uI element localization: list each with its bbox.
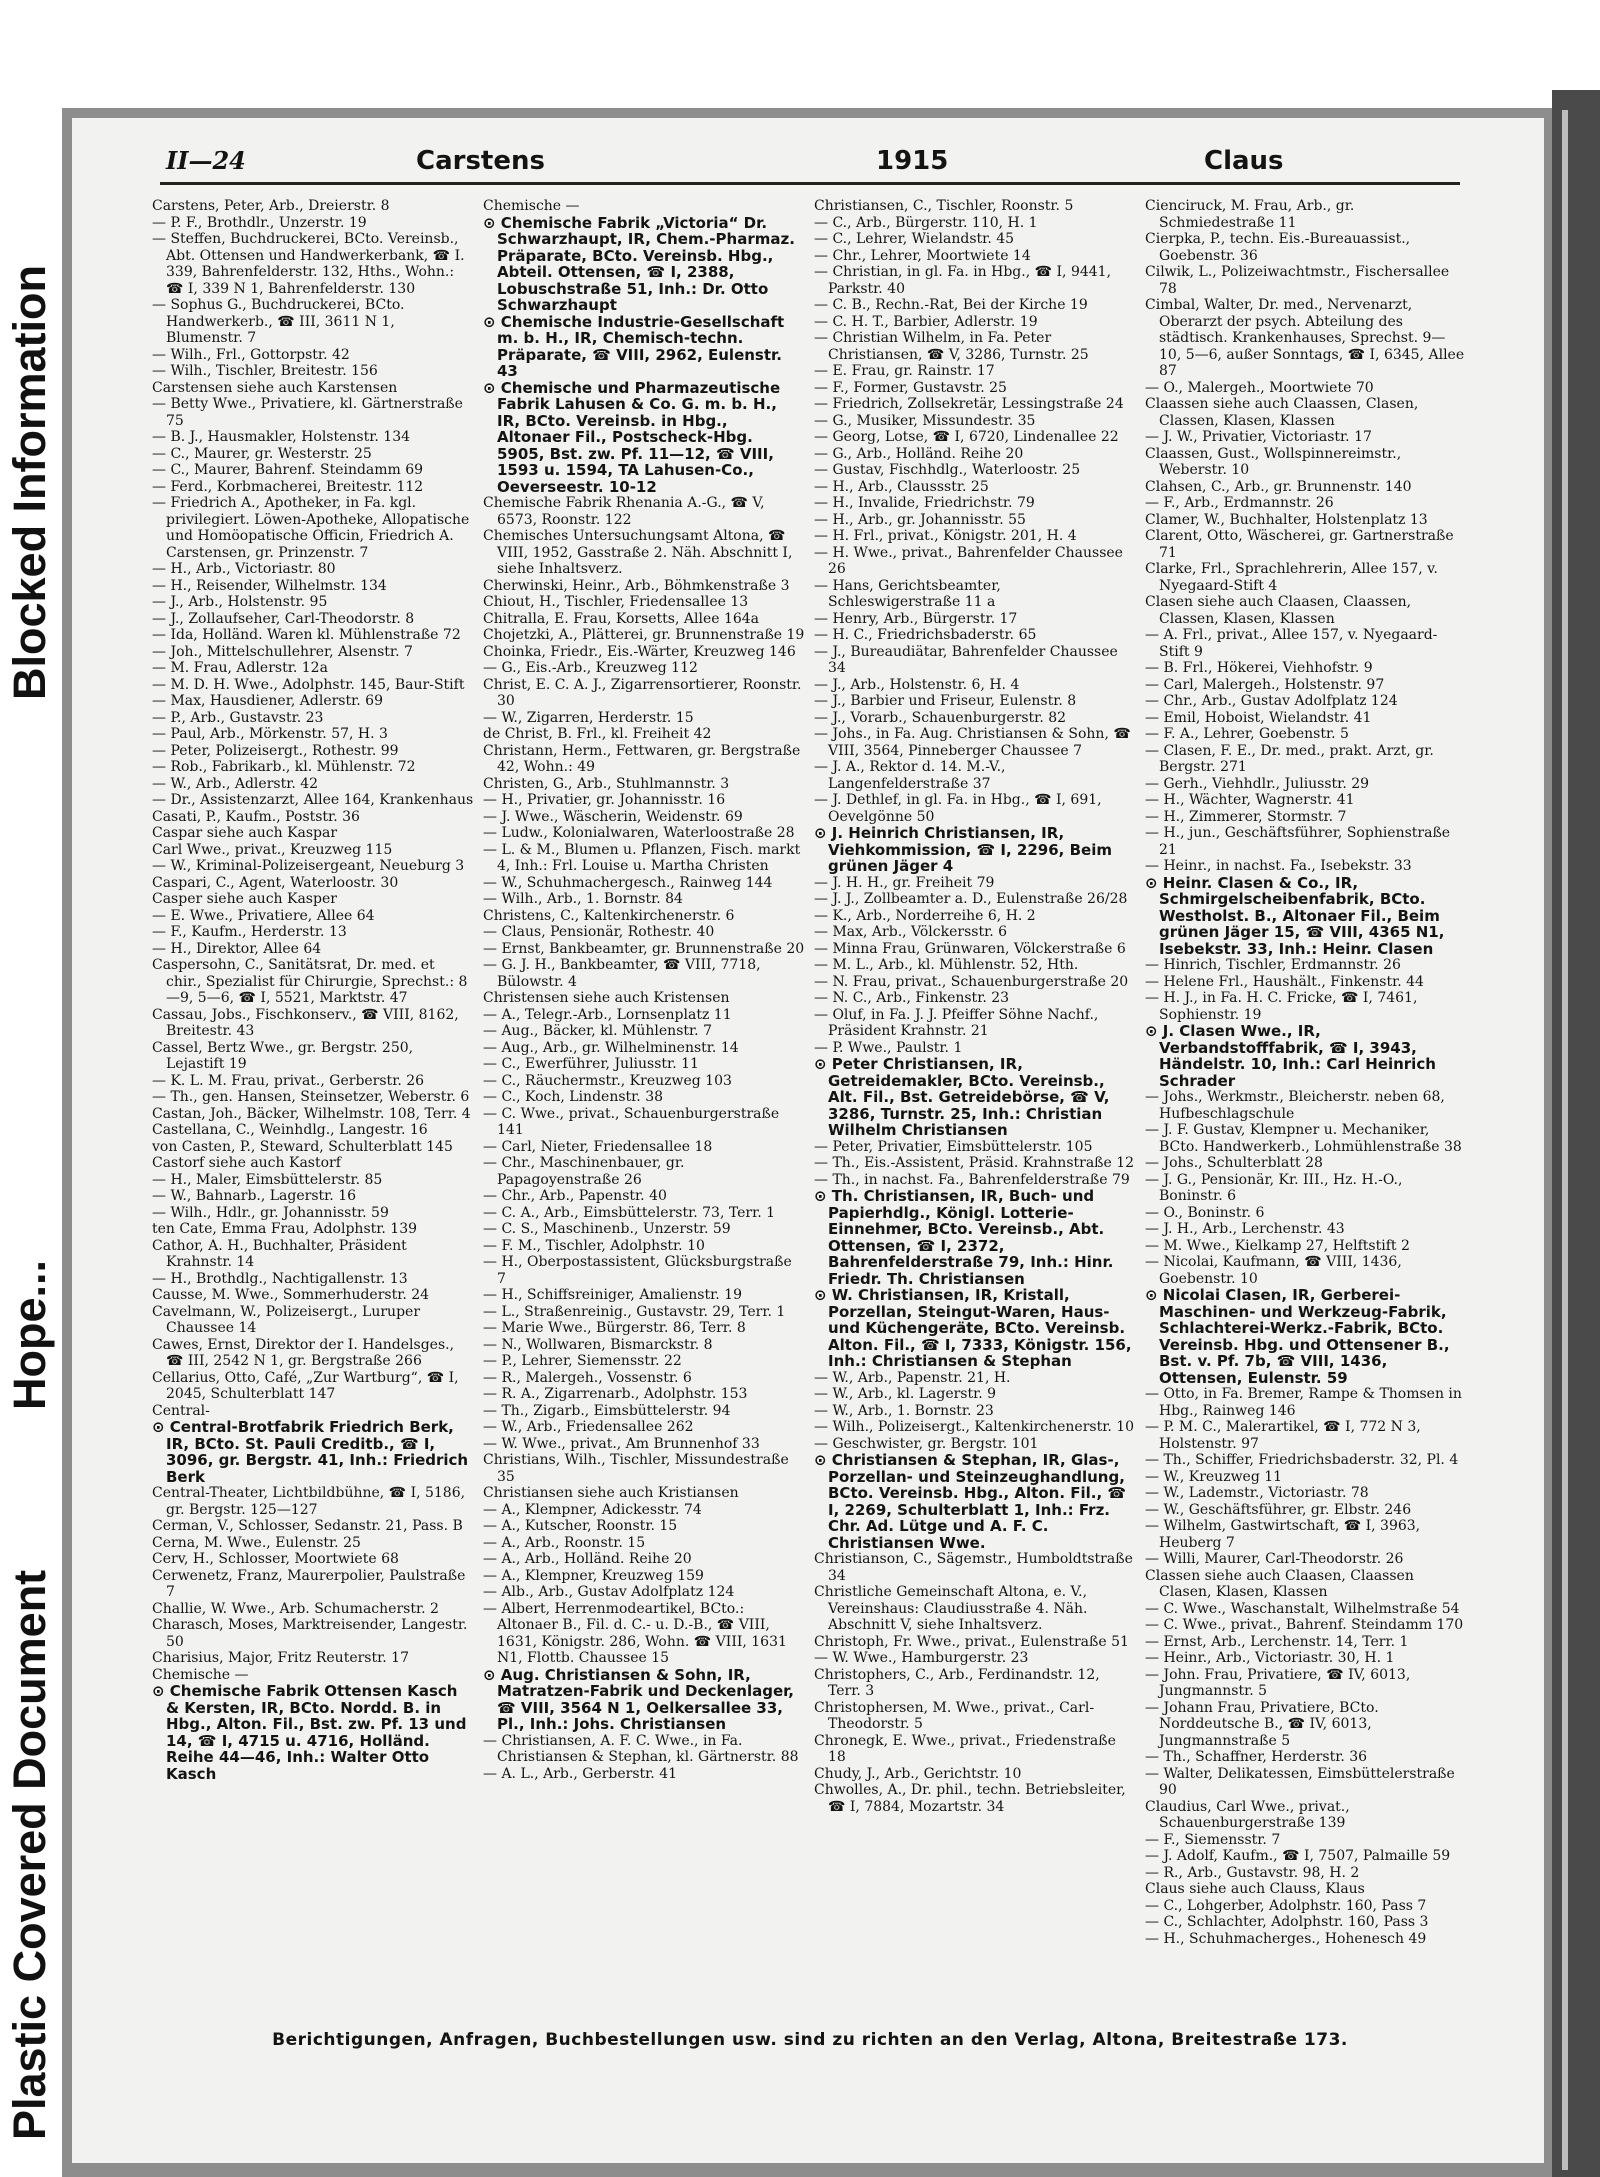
- side-label-hope: Hope...: [4, 1259, 55, 1410]
- directory-entry: — Sophus G., Buchdruckerei, BCto. Handwerkerb., ☎ III, 3611 N 1, Blumenstr. 7: [152, 297, 405, 346]
- directory-entry: — H. Wwe., privat., Bahrenfelder Chaussee 26: [814, 544, 1123, 577]
- directory-entry: Clarent, Otto, Wäscherei, gr. Gartnerstraße 71: [1145, 528, 1454, 561]
- directory-entry: Claassen siehe auch Claassen, Clasen, Classen, Klasen, Klassen: [1145, 396, 1419, 429]
- page-number: II—24: [166, 146, 246, 175]
- directory-entry: — Peter, Polizeisergt., Rothestr. 99: [152, 742, 399, 759]
- directory-entry: — Helene Frl., Haushält., Finkenstr. 44: [1145, 973, 1424, 990]
- directory-entry: — Joh., Mittelschullehrer, Alsenstr. 7: [152, 643, 413, 660]
- directory-entry: Chitralla, E. Frau, Korsetts, Allee 164a: [483, 610, 760, 627]
- directory-entry: — G., Musiker, Missundestr. 35: [814, 412, 1036, 429]
- directory-entry: — W., Geschäftsführer, gr. Elbstr. 246: [1145, 1501, 1412, 1518]
- directory-entry: — H., Brothdlg., Nachtigallenstr. 13: [152, 1270, 408, 1287]
- directory-entry: Caspari, C., Agent, Waterloostr. 30: [152, 874, 399, 891]
- directory-entry: — K. L. M. Frau, privat., Gerberstr. 26: [152, 1072, 425, 1089]
- directory-entry: — Paul, Arb., Mörkenstr. 57, H. 3: [152, 726, 388, 742]
- directory-entry: Central-: [152, 1402, 210, 1419]
- directory-entry: — C., Maurer, gr. Westerstr. 25: [152, 445, 372, 462]
- directory-entry: — W., Arb., Adlerstr. 42: [152, 775, 319, 792]
- directory-entry: Chemische —: [483, 198, 580, 214]
- directory-column-1: [152, 198, 474, 2018]
- directory-entry: — J., Arb., Holstenstr. 95: [152, 594, 328, 610]
- directory-entry: Clarke, Frl., Sprachlehrerin, Allee 157, v. Nyegaard-Stift 4: [1145, 561, 1438, 594]
- directory-entry: — C., Räuchermstr., Kreuzweg 103: [483, 1072, 732, 1089]
- directory-entry: — Otto, in Fa. Bremer, Rampe & Thomsen in Hbg., Rainweg 146: [1145, 1386, 1462, 1419]
- directory-entry: — H., Schiffsreiniger, Amalienstr. 19: [483, 1287, 742, 1303]
- directory-entry: Cerman, V., Schlosser, Sedanstr. 21, Pass. B: [152, 1518, 463, 1534]
- directory-entry: — C., Maurer, Bahrenf. Steindamm 69: [152, 462, 424, 478]
- directory-entry: Chemische —: [152, 1666, 249, 1683]
- directory-entry: Christianson, C., Sägemstr., Humboldtstraße 34: [814, 1551, 1133, 1584]
- directory-entry: — Willi, Maurer, Carl-Theodorstr. 26: [1145, 1551, 1404, 1567]
- directory-entry: — C., Lohgerber, Adolphstr. 160, Pass 7: [1145, 1897, 1427, 1914]
- directory-entry: — R., Malergeh., Vossenstr. 6: [483, 1369, 692, 1386]
- directory-entry: — C., Lehrer, Wielandstr. 45: [814, 231, 1015, 247]
- directory-entry: — W., Arb., 1. Bornstr. 23: [814, 1402, 994, 1419]
- directory-entry: — Th., Zigarb., Eimsbüttelerstr. 94: [483, 1402, 731, 1419]
- directory-entry: — P. M. C., Malerartikel, ☎ I, 772 N 3, Holstenstr. 97: [1145, 1419, 1421, 1452]
- directory-entry: Claassen, Gust., Wollspinnereimstr., Weberstr. 10: [1145, 445, 1402, 478]
- directory-entry: Cimbal, Walter, Dr. med., Nervenarzt, Oberarzt der psych. Abteilung des städtisch. Krankenhauses, Sprechst. 9—10, 5—6, außer Sonntags, ☎ I, 6345, Allee 87: [1145, 297, 1465, 379]
- directory-entry: — A., Klempner, Adickesstr. 74: [483, 1501, 702, 1518]
- scan-side-label-strip: [0, 0, 60, 2177]
- directory-entry: Classen siehe auch Claasen, Claassen Clasen, Klasen, Klassen: [1145, 1567, 1414, 1600]
- directory-entry: Christann, Herm., Fettwaren, gr. Bergstraße 42, Wohn.: 49: [483, 742, 801, 775]
- directory-entry: — H., Invalide, Friedrichstr. 79: [814, 495, 1035, 511]
- directory-entry: Christiansen siehe auch Kristiansen: [483, 1485, 739, 1501]
- directory-entry: — Oluf, in Fa. J. J. Pfeiffer Söhne Nachf., Präsident Krahnstr. 21: [814, 1006, 1099, 1039]
- directory-entry: — Aug., Bäcker, kl. Mühlenstr. 7: [483, 1023, 712, 1039]
- directory-entry: — C. Wwe., privat., Bahrenf. Steindamm 170: [1145, 1617, 1464, 1633]
- directory-entry: Chojetzki, A., Plätterei, gr. Brunnenstraße 19: [483, 627, 805, 643]
- page-footer: Berichtigungen, Anfragen, Buchbestellungen usw. sind zu richten an den Verlag, Altona, Breitestraße 173.: [272, 2030, 1348, 2050]
- directory-entry: Cherwinski, Heinr., Arb., Böhmkenstraße 3: [483, 577, 790, 594]
- directory-entry: — J. F. Gustav, Klempner u. Mechaniker, BCto. Handwerkerb., Lohmühlenstraße 38: [1145, 1122, 1462, 1155]
- directory-entry: — W., Arb., Papenstr. 21, H.: [814, 1369, 1011, 1386]
- directory-entry: — A., Kutscher, Roonstr. 15: [483, 1518, 678, 1534]
- directory-column-2: [483, 198, 805, 2018]
- directory-entry: — Nicolai, Kaufmann, ☎ VIII, 1436, Goebenstr. 10: [1145, 1254, 1402, 1287]
- directory-entry: Cellarius, Otto, Café, „Zur Wartburg“, ☎ I, 2045, Schulterblatt 147: [152, 1369, 459, 1402]
- directory-entry: — P., Lehrer, Siemensstr. 22: [483, 1353, 682, 1369]
- directory-entry: — Th., in nachst. Fa., Bahrenfelderstraße 79: [814, 1171, 1130, 1188]
- directory-entry: Cierpka, P., techn. Eis.-Bureauassist., Goebenstr. 36: [1145, 231, 1411, 264]
- directory-entry: — Christian Wilhelm, in Fa. Peter Christiansen, ☎ V, 3286, Turnstr. 25: [814, 330, 1089, 363]
- directory-entry: Chemische Fabrik Rhenania A.-G., ☎ V, 6573, Roonstr. 122: [483, 495, 765, 528]
- directory-entry: — W., Schuhmachergesch., Rainweg 144: [483, 874, 773, 891]
- directory-entry: Charisius, Major, Fritz Reuterstr. 17: [152, 1650, 409, 1666]
- directory-entry: — J. Dethlef, in gl. Fa. in Hbg., ☎ I, 691, Oevelgönne 50: [814, 792, 1102, 825]
- directory-entry: Clamer, W., Buchhalter, Holstenplatz 13: [1145, 511, 1428, 528]
- directory-entry: — Christian, in gl. Fa. in Hbg., ☎ I, 9441, Parkstr. 40: [814, 264, 1112, 297]
- directory-entry: — Ernst, Arb., Lerchenstr. 14, Terr. 1: [1145, 1633, 1409, 1650]
- directory-entry: — J. A., Rektor d. 14. M.-V., Langenfelderstraße 37: [814, 759, 1006, 792]
- directory-entry: Cavelmann, W., Polizeisergt., Luruper Chaussee 14: [152, 1303, 421, 1336]
- directory-entry: Chwolles, A., Dr. phil., techn. Betriebsleiter, ☎ I, 7884, Mozartstr. 34: [814, 1782, 1126, 1815]
- directory-entry: Castellana, C., Weinhdlg., Langestr. 16: [152, 1122, 428, 1138]
- directory-entry: — Friedrich A., Apotheker, in Fa. kgl. privilegiert. Löwen-Apotheke, Allopatische und Homöopatische Officin, Friedrich A. Carstensen, gr. Prinzenstr. 7: [152, 495, 470, 561]
- directory-entry: — H. J., in Fa. H. C. Fricke, ☎ I, 7461, Sophienstr. 19: [1145, 990, 1418, 1023]
- directory-entry: — W., Arb., Friedensallee 262: [483, 1419, 694, 1435]
- directory-entry: — Ludw., Kolonialwaren, Waterloostraße 28: [483, 825, 795, 841]
- directory-entry: — A., Arb., Holländ. Reihe 20: [483, 1551, 692, 1567]
- directory-entry: — G. J. H., Bankbeamter, ☎ VIII, 7718, Bülowstr. 4: [483, 957, 761, 990]
- directory-entry: ⊙ Th. Christiansen, IR, Buch- und Papierhdlg., Königl. Lotterie-Einnehmer, BCto. Vereinsb., Abt. Ottensen, ☎ I, 2372, Bahrenfelderstraße 79, Inh.: Hinr. Friedr. Th. Christiansen: [814, 1187, 1114, 1288]
- directory-entry: — C. B., Rechn.-Rat, Bei der Kirche 19: [814, 297, 1088, 313]
- directory-entry: — J. Wwe., Wäscherin, Weidenstr. 69: [483, 808, 743, 825]
- directory-entry: — A., Telegr.-Arb., Lornsenplatz 11: [483, 1006, 732, 1023]
- directory-entry: — H., Wächter, Wagnerstr. 41: [1145, 792, 1355, 808]
- directory-entry: — J., Barbier und Friseur, Eulenstr. 8: [814, 693, 1077, 709]
- directory-entry: — Johs., Schulterblatt 28: [1145, 1155, 1323, 1171]
- directory-entry: — Th., Eis.-Assistent, Präsid. Krahnstraße 12: [814, 1155, 1135, 1171]
- directory-entry: — Georg, Lotse, ☎ I, 6720, Lindenallee 22: [814, 429, 1119, 445]
- directory-entry: — A. L., Arb., Gerberstr. 41: [483, 1765, 678, 1782]
- directory-entry: Carstens, Peter, Arb., Dreierstr. 8: [152, 198, 390, 214]
- directory-entry: Claudius, Carl Wwe., privat., Schauenburgerstraße 139: [1145, 1798, 1350, 1831]
- directory-entry: — Wilh., Polizeisergt., Kaltenkirchenerstr. 10: [814, 1419, 1135, 1435]
- directory-column-3: [814, 198, 1136, 2018]
- directory-entry: — H. Frl., privat., Königstr. 201, H. 4: [814, 528, 1077, 544]
- directory-entry: — F., Arb., Erdmannstr. 26: [1145, 495, 1334, 511]
- directory-entry: — F., Former, Gustavstr. 25: [814, 379, 1007, 396]
- directory-entry: Cienciruck, M. Frau, Arb., gr. Schmiedestraße 11: [1145, 198, 1355, 231]
- directory-entry: — R., Arb., Gustavstr. 98, H. 2: [1145, 1864, 1360, 1881]
- directory-entry: Christensen siehe auch Kristensen: [483, 990, 730, 1006]
- directory-entry: — H., jun., Geschäftsführer, Sophienstraße 21: [1145, 825, 1451, 858]
- directory-entry: ⊙ Chemische Fabrik „Victoria“ Dr. Schwarzhaupt, IR, Chem.-Pharmaz. Präparate, BCto. Vereinsb. Hbg., Abteil. Ottensen, ☎ I, 2388, Lobuschstraße 51, Inh.: Dr. Otto Schwarzhaupt: [483, 213, 795, 314]
- directory-entry: — Chr., Arb., Gustav Adolfplatz 124: [1145, 693, 1398, 709]
- directory-entry: — Rob., Fabrikarb., kl. Mühlenstr. 72: [152, 759, 416, 775]
- directory-entry: — W. Wwe., privat., Am Brunnenhof 33: [483, 1435, 760, 1452]
- directory-entry: — N. Frau, privat., Schauenburgerstraße 20: [814, 973, 1129, 990]
- directory-entry: — Peter, Privatier, Eimsbüttelerstr. 105: [814, 1138, 1093, 1155]
- directory-entry: — H., Oberpostassistent, Glücksburgstraße 7: [483, 1254, 792, 1287]
- header-keyword-left: Carstens: [416, 146, 545, 176]
- directory-entry: — J. H., Arb., Lerchenstr. 43: [1145, 1221, 1345, 1237]
- directory-entry: Casper siehe auch Kasper: [152, 891, 337, 907]
- directory-entry: — Friedrich, Zollsekretär, Lessingstraße 24: [814, 396, 1124, 412]
- directory-entry: — O., Malergeh., Moortwiete 70: [1145, 379, 1374, 396]
- directory-entry: — G., Eis.-Arb., Kreuzweg 112: [483, 660, 698, 676]
- directory-entry: — J. W., Privatier, Victoriastr. 17: [1145, 429, 1372, 445]
- directory-entry: — E. Wwe., Privatiere, Allee 64: [152, 907, 375, 924]
- directory-entry: Chiout, H., Tischler, Friedensallee 13: [483, 594, 749, 610]
- directory-entry: — F., Kaufm., Herderstr. 13: [152, 924, 347, 940]
- directory-entry: Choinka, Friedr., Eis.-Wärter, Kreuzweg 146: [483, 643, 796, 660]
- directory-entry: — J., Zollaufseher, Carl-Theodorstr. 8: [152, 610, 415, 627]
- directory-entry: — J. Adolf, Kaufm., ☎ I, 7507, Palmaille 59: [1145, 1848, 1451, 1864]
- header-rule: [160, 182, 1460, 185]
- directory-entry: Challie, W. Wwe., Arb. Schumacherstr. 2: [152, 1600, 439, 1617]
- directory-entry: — C., Arb., Bürgerstr. 110, H. 1: [814, 214, 1038, 231]
- directory-entry: — M. Wwe., Kielkamp 27, Helftstift 2: [1145, 1237, 1410, 1254]
- directory-entry: Caspar siehe auch Kaspar: [152, 825, 338, 841]
- directory-entry: — W., Kreuzweg 11: [1145, 1468, 1283, 1485]
- directory-entry: von Casten, P., Steward, Schulterblatt 145: [152, 1138, 453, 1155]
- directory-entry: — H., Privatier, gr. Johannisstr. 16: [483, 792, 726, 808]
- directory-entry: ⊙ Heinr. Clasen & Co., IR, Schmirgelscheibenfabrik, BCto. Westholst. B., Altonaer Fil., Beim grünen Jäger 15, ☎ VIII, 4365 N1, Isebekstr. 33, Inh.: Heinr. Clasen: [1145, 873, 1445, 958]
- directory-entry: — H. C., Friedrichsbaderstr. 65: [814, 627, 1037, 643]
- directory-entry: — P. Wwe., Paulstr. 1: [814, 1039, 963, 1056]
- directory-entry: — Minna Frau, Grünwaren, Völckerstraße 6: [814, 940, 1126, 957]
- directory-entry: Christophersen, M. Wwe., privat., Carl-Theodorstr. 5: [814, 1699, 1095, 1732]
- directory-entry: ⊙ Aug. Christiansen & Sohn, IR, Matratzen-Fabrik und Deckenlager, ☎ VIII, 3564 N 1, Oelkersallee 33, Pl., Inh.: Johs. Christiansen: [483, 1665, 795, 1733]
- directory-entry: — Clasen, F. E., Dr. med., prakt. Arzt, gr. Bergstr. 271: [1145, 742, 1434, 775]
- directory-entry: — Marie Wwe., Bürgerstr. 86, Terr. 8: [483, 1320, 746, 1336]
- directory-entry: — B. J., Hausmakler, Holstenstr. 134: [152, 429, 411, 445]
- directory-entry: — Johs., in Fa. Aug. Christiansen & Sohn, ☎ VIII, 3564, Pinneberger Chaussee 7: [814, 726, 1131, 759]
- directory-entry: — A. Frl., privat., Allee 157, v. Nyegaard-Stift 9: [1145, 627, 1438, 660]
- directory-entry: — Chr., Lehrer, Moortwiete 14: [814, 247, 1031, 264]
- directory-entry: — P., Arb., Gustavstr. 23: [152, 709, 324, 726]
- directory-entry: — C., Ewerführer, Juliusstr. 11: [483, 1056, 699, 1072]
- spine-highlight: [1562, 110, 1568, 2170]
- directory-entry: — H., Arb., Victoriastr. 80: [152, 561, 336, 577]
- directory-entry: Christ, E. C. A. J., Zigarrensortierer, Roonstr. 30: [483, 676, 802, 709]
- directory-entry: — J., Bureaudiätar, Bahrenfelder Chaussee 34: [814, 643, 1118, 676]
- directory-entry: — Alb., Arb., Gustav Adolfplatz 124: [483, 1584, 735, 1600]
- directory-entry: Cawes, Ernst, Direktor der I. Handelsges., ☎ III, 2542 N 1, gr. Bergstraße 266: [152, 1336, 455, 1369]
- directory-entry: — L., Straßenreinig., Gustavstr. 29, Terr. 1: [483, 1303, 786, 1320]
- directory-entry: — A., Arb., Roonstr. 15: [483, 1534, 646, 1551]
- directory-entry: Christoph, Fr. Wwe., privat., Eulenstraße 51: [814, 1633, 1129, 1650]
- directory-entry: — B. Frl., Hökerei, Viehhofstr. 9: [1145, 660, 1373, 676]
- directory-entry: — Hans, Gerichtsbeamter, Schleswigerstraße 11 a: [814, 577, 1001, 610]
- directory-entry: ⊙ Chemische und Pharmazeutische Fabrik Lahusen & Co. G. m. b. H., IR, BCto. Vereinsb. in Hbg., Altonaer Fil., Postscheck-Hbg. 5905, Bst. zw. Pf. 11—12, ☎ VIII, 1593 u. 1594, TA Lahusen-Co., Oeverseestr. 10-12: [483, 378, 781, 496]
- directory-entry: — E. Frau, gr. Rainstr. 17: [814, 363, 995, 379]
- book-spine-edge: [1552, 90, 1600, 2177]
- directory-entry: ⊙ Chemische Fabrik Ottensen Kasch & Kersten, IR, BCto. Nordd. B. in Hbg., Alton. Fil., Bst. zw. Pf. 13 und 14, ☎ I, 4715 u. 4716, Holländ. Reihe 44—46, Inh.: Walter Otto Kasch: [152, 1682, 467, 1783]
- directory-entry: Christens, C., Kaltenkirchenerstr. 6: [483, 907, 735, 924]
- directory-entry: — A., Klempner, Kreuzweg 159: [483, 1567, 704, 1584]
- directory-entry: — Max, Arb., Völckersstr. 6: [814, 924, 1008, 940]
- directory-entry: — Geschwister, gr. Bergstr. 101: [814, 1435, 1039, 1452]
- directory-entry: Causse, M. Wwe., Sommerhuderstr. 24: [152, 1287, 430, 1303]
- directory-entry: — Ida, Holländ. Waren kl. Mühlenstraße 72: [152, 627, 461, 643]
- directory-entry: — Betty Wwe., Privatiere, kl. Gärtnerstraße 75: [152, 396, 463, 429]
- directory-entry: — Johann Frau, Privatiere, BCto. Norddeutsche B., ☎ IV, 6013, Jungmannstraße 5: [1145, 1699, 1379, 1749]
- directory-entry: — Henry, Arb., Bürgerstr. 17: [814, 610, 1018, 627]
- directory-entry: — Walter, Delikatessen, Eimsbüttelerstraße 90: [1145, 1765, 1455, 1798]
- directory-entry: — Heinr., Arb., Victoriastr. 30, H. 1: [1145, 1650, 1395, 1666]
- directory-entry: — Wilh., Tischler, Breitestr. 156: [152, 363, 378, 379]
- directory-entry: Cassel, Bertz Wwe., gr. Bergstr. 250, Lejastift 19: [152, 1039, 414, 1072]
- directory-entry: — N. C., Arb., Finkenstr. 23: [814, 990, 1010, 1006]
- directory-entry: — Gustav, Fischhdlg., Waterloostr. 25: [814, 462, 1081, 478]
- directory-entry: Cilwik, L., Polizeiwachtmstr., Fischersallee 78: [1145, 264, 1450, 297]
- header-keyword-right: Claus: [1204, 146, 1284, 176]
- directory-entry: Carl Wwe., privat., Kreuzweg 115: [152, 841, 393, 858]
- directory-entry: — O., Boninstr. 6: [1145, 1204, 1265, 1221]
- directory-entry: — Wilh., Frl., Gottorpstr. 42: [152, 346, 350, 363]
- directory-entry: — W., Kriminal-Polizeisergeant, Neueburg 3: [152, 858, 465, 874]
- directory-entry: — Carl, Nieter, Friedensallee 18: [483, 1138, 713, 1155]
- directory-entry: ⊙ Nicolai Clasen, IR, Gerberei-Maschinen- und Werkzeug-Fabrik, Schlachterei-Werkz.-Fabrik, BCto. Vereinsb. Hbg. und Ottensener B., Bst. v. Pf. 7b, ☎ VIII, 1436, Ottensen, Eulenstr. 59: [1145, 1286, 1450, 1387]
- directory-entry: de Christ, B. Frl., kl. Freiheit 42: [483, 726, 712, 742]
- directory-entry: Christiansen, C., Tischler, Roonstr. 5: [814, 198, 1074, 214]
- directory-entry: ⊙ J. Heinrich Christiansen, IR, Viehkommission, ☎ I, 2296, Beim grünen Jäger 4: [814, 824, 1112, 875]
- side-label-plastic: Plastic Covered Document: [4, 1569, 55, 2140]
- directory-entry: Cerv, H., Schlosser, Moortwiete 68: [152, 1551, 399, 1567]
- directory-entry: — M. Frau, Adlerstr. 12a: [152, 660, 328, 676]
- directory-entry: — Claus, Pensionär, Rothestr. 40: [483, 924, 715, 940]
- directory-entry: — J., Vorarb., Schauenburgerstr. 82: [814, 709, 1067, 726]
- directory-entry: Cerwenetz, Franz, Maurerpolier, Paulstraße 7: [152, 1567, 466, 1600]
- directory-entry: — M. D. H. Wwe., Adolphstr. 145, Baur-Stift: [152, 676, 465, 693]
- directory-entry: — C. Wwe., privat., Schauenburgerstraße 141: [483, 1105, 780, 1138]
- directory-entry: — C. A., Arb., Eimsbüttelerstr. 73, Terr. 1: [483, 1204, 776, 1221]
- directory-entry: — W., Arb., kl. Lagerstr. 9: [814, 1386, 997, 1402]
- directory-entry: — F., Siemensstr. 7: [1145, 1831, 1281, 1848]
- directory-entry: — Heinr., in nachst. Fa., Isebekstr. 33: [1145, 858, 1412, 874]
- directory-entry: Charasch, Moses, Marktreisender, Langestr. 50: [152, 1617, 468, 1650]
- directory-entry: Castorf siehe auch Kastorf: [152, 1155, 341, 1171]
- directory-entry: — Th., Schaffner, Herderstr. 36: [1145, 1749, 1368, 1765]
- directory-entry: — Chr., Arb., Papenstr. 40: [483, 1188, 667, 1204]
- directory-entry: — H., Arb., Claussstr. 25: [814, 478, 989, 495]
- directory-entry: — Aug., Arb., gr. Wilhelminenstr. 14: [483, 1039, 739, 1056]
- directory-entry: Claus siehe auch Clauss, Klaus: [1145, 1881, 1365, 1897]
- directory-entry: Central-Theater, Lichtbildbühne, ☎ I, 5186, gr. Bergstr. 125—127: [152, 1485, 466, 1518]
- directory-entry: — Carl, Malergeh., Holstenstr. 97: [1145, 676, 1385, 693]
- directory-entry: Clasen siehe auch Claasen, Claassen, Classen, Klasen, Klassen: [1145, 594, 1412, 627]
- directory-entry: — W., Lademstr., Victoriastr. 78: [1145, 1485, 1369, 1501]
- directory-entry: — Wilh., Hdlr., gr. Johannisstr. 59: [152, 1204, 389, 1221]
- directory-entry: Chudy, J., Arb., Gerichtstr. 10: [814, 1765, 1022, 1782]
- directory-entry: Castan, Joh., Bäcker, Wilhelmstr. 108, Terr. 4: [152, 1105, 471, 1122]
- directory-entry: — Chr., Maschinenbauer, gr. Papagoyenstraße 26: [483, 1155, 685, 1188]
- directory-entry: Cathor, A. H., Buchhalter, Präsident Krahnstr. 14: [152, 1237, 407, 1270]
- directory-entry: — W., Zigarren, Herderstr. 15: [483, 709, 694, 726]
- directory-entry: — L. & M., Blumen u. Pflanzen, Fisch. markt 4, Inh.: Frl. Louise u. Martha Christen: [483, 841, 801, 874]
- directory-entry: — R. A., Zigarrenarb., Adolphstr. 153: [483, 1386, 748, 1402]
- directory-entry: — F. A., Lehrer, Goebenstr. 5: [1145, 726, 1349, 742]
- directory-entry: — Wilh., Arb., 1. Bornstr. 84: [483, 891, 683, 907]
- directory-entry: Chemisches Untersuchungsamt Altona, ☎ VIII, 1952, Gasstraße 2. Näh. Abschnitt I, siehe Inhaltsverz.: [483, 528, 793, 577]
- directory-entry: — Th., gen. Hansen, Steinsetzer, Weberstr. 6: [152, 1089, 470, 1105]
- directory-entry: — Hinrich, Tischler, Erdmannstr. 26: [1145, 957, 1401, 973]
- directory-entry: — Th., Schiffer, Friedrichsbaderstr. 32, Pl. 4: [1145, 1452, 1459, 1468]
- directory-entry: Caspersohn, C., Sanitätsrat, Dr. med. et chir., Spezialist für Chirurgie, Sprechst.: 8—9, 5—6, ☎ I, 5521, Marktstr. 47: [152, 957, 468, 1006]
- directory-entry: — P. F., Brothdlr., Unzerstr. 19: [152, 214, 367, 231]
- directory-entry: Casati, P., Kaufm., Poststr. 36: [152, 808, 360, 825]
- directory-entry: — W., Bahnarb., Lagerstr. 16: [152, 1188, 357, 1204]
- directory-entry: — H., Direktor, Allee 64: [152, 940, 322, 957]
- directory-entry: Clahsen, C., Arb., gr. Brunnenstr. 140: [1145, 478, 1412, 495]
- directory-entry: — Johs., Werkmstr., Bleicherstr. neben 68, Hufbeschlagschule: [1145, 1089, 1445, 1122]
- directory-entry: — Dr., Assistenzarzt, Allee 164, Krankenhaus: [152, 792, 474, 808]
- directory-entry: Christophers, C., Arb., Ferdinandstr. 12, Terr. 3: [814, 1666, 1100, 1699]
- directory-entry: Christians, Wilh., Tischler, Missundestraße 35: [483, 1452, 789, 1485]
- directory-entry: — C., Schlachter, Adolphstr. 160, Pass 3: [1145, 1914, 1429, 1930]
- directory-entry: — Ernst, Bankbeamter, gr. Brunnenstraße 20: [483, 940, 805, 957]
- directory-column-4: [1145, 198, 1467, 2018]
- directory-entry: — G., Arb., Holländ. Reihe 20: [814, 445, 1024, 462]
- directory-entry: — John. Frau, Privatiere, ☎ IV, 6013, Jungmannstr. 5: [1145, 1666, 1411, 1699]
- directory-entry: — Gerh., Viehhdlr., Juliusstr. 29: [1145, 775, 1370, 792]
- directory-entry: — C., Koch, Lindenstr. 38: [483, 1089, 664, 1105]
- directory-entry: — Steffen, Buchdruckerei, BCto. Vereinsb., Abt. Ottensen und Handwerkerbank, ☎ I. 339, Bahrenfelderstr. 132, Hths., Wohn.: ☎ I, 339 N 1, Bahrenfelderstr. 130: [152, 231, 465, 297]
- directory-entry: — F. M., Tischler, Adolphstr. 10: [483, 1237, 705, 1254]
- directory-entry: — Christiansen, A. F. C. Wwe., in Fa. Christiansen & Stephan, kl. Gärtnerstr. 88: [483, 1732, 799, 1765]
- directory-entry: Chronegk, E. Wwe., privat., Friedenstraße 18: [814, 1732, 1116, 1765]
- directory-entry: — Ferd., Korbmacherei, Breitestr. 112: [152, 478, 424, 495]
- directory-entry: ⊙ Central-Brotfabrik Friedrich Berk, IR, BCto. St. Pauli Creditb., ☎ I, 3096, gr. Bergstr. 41, Inh.: Friedrich Berk: [152, 1418, 469, 1486]
- directory-entry: — C. S., Maschinenb., Unzerstr. 59: [483, 1221, 731, 1237]
- directory-entry: Christliche Gemeinschaft Altona, e. V., Vereinshaus: Claudiusstraße 4. Näh. Abschnitt V, siehe Inhaltsverz.: [814, 1584, 1088, 1633]
- directory-entry: Carstensen siehe auch Karstensen: [152, 379, 398, 396]
- directory-entry: — N., Wollwaren, Bismarckstr. 8: [483, 1336, 713, 1353]
- directory-entry: ten Cate, Emma Frau, Adolphstr. 139: [152, 1221, 418, 1237]
- directory-entry: — H., Reisender, Wilhelmstr. 134: [152, 577, 387, 594]
- side-label-blocked: Blocked Information: [4, 264, 55, 700]
- directory-entry: Cassau, Jobs., Fischkonserv., ☎ VIII, 8162, Breitestr. 43: [152, 1006, 459, 1039]
- directory-entry: — C. Wwe., Waschanstalt, Wilhelmstraße 54: [1145, 1600, 1460, 1617]
- directory-entry: — H., Maler, Eimsbüttelerstr. 85: [152, 1171, 383, 1188]
- directory-entry: — Albert, Herrenmodeartikel, BCto.: Altonaer B., Fil. d. C.- u. D.-B., ☎ VIII, 1631, Königstr. 286, Wohn. ☎ VIII, 1631 N1, Flottb. Chaussee 15: [483, 1600, 787, 1666]
- directory-entry: — J., Arb., Holstenstr. 6, H. 4: [814, 676, 1020, 693]
- directory-entry: ⊙ Christiansen & Stephan, IR, Glas-, Porzellan- und Steinzeughandlung, BCto. Vereinsb. Hbg., Alton. Fil., ☎ I, 2269, Schulterblatt 1, Inh.: Frz. Chr. Ad. Lütge und A. F. C. Christiansen Wwe.: [814, 1451, 1127, 1552]
- directory-entry: ⊙ J. Clasen Wwe., IR, Verbandstofffabrik, ☎ I, 3943, Händelstr. 10, Inh.: Carl Heinrich Schrader: [1145, 1022, 1436, 1090]
- directory-entry: — K., Arb., Norderreihe 6, H. 2: [814, 907, 1036, 924]
- directory-entry: — Max, Hausdiener, Adlerstr. 69: [152, 693, 383, 709]
- directory-entry: ⊙ W. Christiansen, IR, Kristall, Porzellan, Steingut-Waren, Haus- und Küchengeräte, BCto. Vereinsb. Alton. Fil., ☎ I, 7333, Königstr. 156, Inh.: Christiansen & Stephan: [814, 1286, 1132, 1370]
- directory-entry: ⊙ Chemische Industrie-Gesellschaft m. b. H., IR, Chemisch-techn. Präparate, ☎ VIII, 2962, Eulenstr. 43: [483, 312, 785, 380]
- directory-entry: — J. H. H., gr. Freiheit 79: [814, 874, 995, 891]
- directory-entry: Cerna, M. Wwe., Eulenstr. 25: [152, 1534, 361, 1551]
- directory-entry: — Wilhelm, Gastwirtschaft, ☎ I, 3963, Heuberg 7: [1145, 1518, 1421, 1551]
- directory-entry: — J. G., Pensionär, Kr. III., Hz. H.-O., Boninstr. 6: [1145, 1171, 1403, 1204]
- directory-entry: — H., Arb., gr. Johannisstr. 55: [814, 511, 1026, 528]
- directory-entry: — M. L., Arb., kl. Mühlenstr. 52, Hth.: [814, 957, 1079, 973]
- header-year: 1915: [876, 146, 949, 176]
- directory-entry: ⊙ Peter Christiansen, IR, Getreidemakler, BCto. Vereinsb., Alt. Fil., Bst. Getreidebörse, ☎ V, 3286, Turnstr. 25, Inh.: Christian Wilhelm Christiansen: [814, 1055, 1110, 1139]
- directory-entry: Christen, G., Arb., Stuhlmannstr. 3: [483, 775, 730, 792]
- page-header: [96, 146, 1514, 182]
- directory-entry: — W. Wwe., Hamburgerstr. 23: [814, 1650, 1029, 1666]
- directory-entry: — C. H. T., Barbier, Adlerstr. 19: [814, 313, 1038, 330]
- directory-entry: — Emil, Hoboist, Wielandstr. 41: [1145, 709, 1372, 726]
- directory-entry: — H., Schuhmacherges., Hohenesch 49: [1145, 1930, 1427, 1947]
- directory-entry: — H., Zimmerer, Stormstr. 7: [1145, 808, 1347, 825]
- directory-entry: — J. J., Zollbeamter a. D., Eulenstraße 26/28: [814, 891, 1128, 907]
